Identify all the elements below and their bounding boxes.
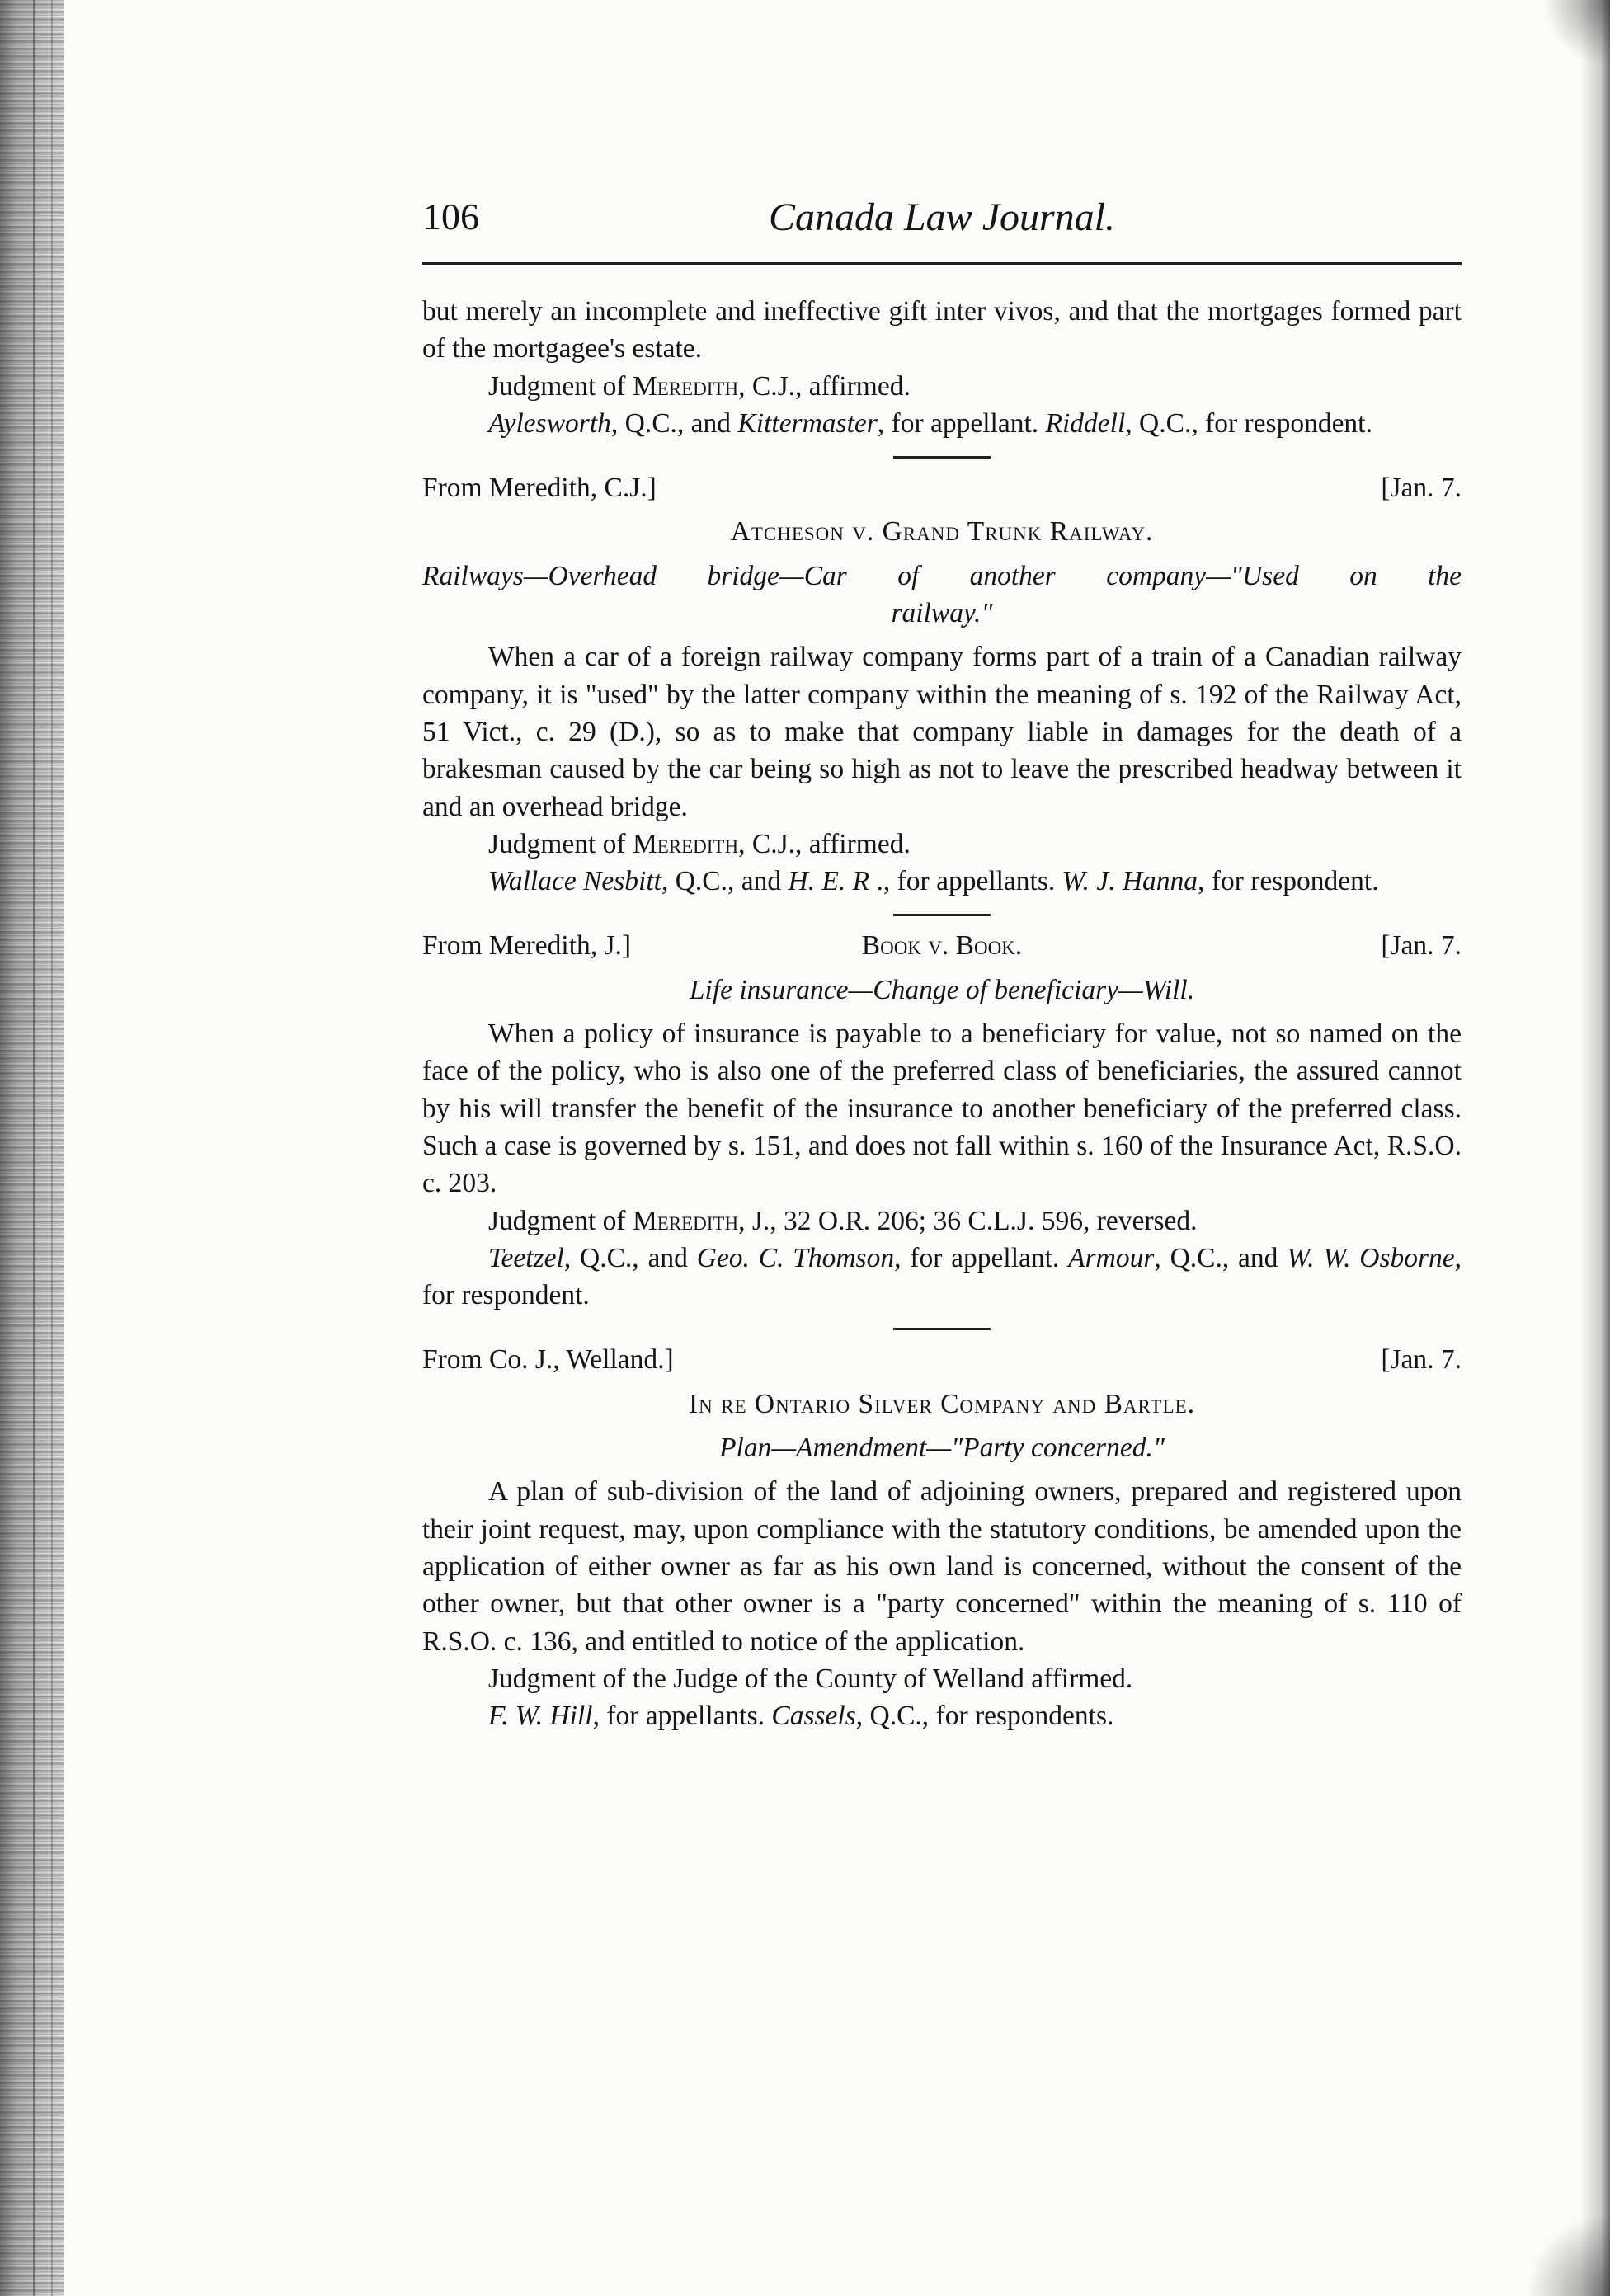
case-separator (893, 456, 991, 459)
binding-line (51, 0, 53, 2296)
counsel-name: Cassels (771, 1701, 856, 1732)
counsel-name: Armour (1068, 1242, 1155, 1273)
paragraph: A plan of sub-division of the land of adjoining owners, prepared and registered upon their joint request, may, upon compliance with the statutory conditions, be amended upon the application of either owner as far as his own land is concerned, without the consent of the other owner, but that other owner is a "party concerned" within the meaning of s. 110 of R.S.O. c. 136, and entitled to notice of the application. (422, 1476, 1462, 1657)
counsel-name: H. E. R (788, 866, 870, 897)
binding-line (33, 0, 35, 2296)
case-header-row (422, 927, 1462, 964)
judgment-line: Judgment of Meredith, C.J., affirmed. (488, 370, 911, 402)
page-body (422, 293, 1462, 1734)
header-rule (422, 262, 1462, 265)
counsel-name: Teetzel (488, 1242, 564, 1273)
judgment-line: Judgment of the Judge of the County of Welland affirmed. (488, 1663, 1133, 1694)
case-title: In re Ontario Silver Company and Bartle. (688, 1388, 1196, 1419)
court-from: From Meredith, J.] (422, 930, 632, 962)
counsel-name: W. W. Osborne (1287, 1242, 1455, 1273)
counsel-name: Aylesworth (488, 407, 611, 439)
case-date: [Jan. 7. (1381, 1344, 1462, 1376)
scan-corner-shadow (1519, 2205, 1610, 2296)
counsel-line: Aylesworth, Q.C., and Kittermaster, for appellant. Riddell, Q.C., for respondent. (488, 407, 1372, 439)
case-topic: railway." (891, 598, 993, 629)
case-topic: Life insurance—Change of beneficiary—Will. (689, 974, 1195, 1005)
paragraph: but merely an incomplete and ineffective gift inter vivos, and that the mortgages formed part of the mortgagee's estate. (422, 296, 1462, 365)
paragraph: When a car of a foreign railway company forms part of a train of a Canadian railway company, it is "used" by the latter company within the meaning of s. 192 of the Railway Act, 51 Vict., c. 29 (D.), so as to make that company liable in damages for the death of a brakesman caused by the car being so high as not to leave the prescribed headway between it and an overhead bridge. (422, 642, 1462, 822)
case-topic: Plan—Amendment—"Party concerned." (719, 1433, 1165, 1464)
counsel-line: Teetzel, Q.C., and Geo. C. Thomson, for appellant. Armour, Q.C., and W. W. Osborne, for respondent. (422, 1242, 1462, 1311)
judgment-line: Judgment of Meredith, J., 32 O.R. 206; 36 C.L.J. 596, reversed. (488, 1205, 1198, 1236)
counsel-name: F. W. Hill (488, 1701, 593, 1732)
case-continuation (422, 293, 1462, 442)
judgment-line: Judgment of Meredith, C.J., affirmed. (488, 828, 911, 859)
case-separator (893, 1328, 991, 1330)
paragraph: When a policy of insurance is payable to a beneficiary for value, not so named on the face of the policy, who is also one of the preferred class of beneficiaries, the assured cannot by his will transfer the benefit of the insurance to another beneficiary of the preferred class. Such a case is governed by s. 151, and does not fall within s. 160 of the Insurance Act, R.S.O. c. 203. (422, 1019, 1462, 1199)
case-separator (893, 914, 991, 916)
case-date: [Jan. 7. (1381, 930, 1462, 962)
case-title: Book v. Book. (861, 930, 1023, 962)
counsel-line: F. W. Hill, for appellants. Cassels, Q.C., for respondents. (488, 1701, 1114, 1732)
counsel-name: Riddell (1045, 407, 1126, 439)
judge-name: Meredith (632, 370, 739, 402)
counsel-line: Wallace Nesbitt, Q.C., and H. E. R ., for appellants. W. J. Hanna, for respondent. (488, 866, 1379, 897)
judge-name: Meredith (632, 828, 739, 859)
case-header-row (422, 469, 1462, 506)
judge-name: Meredith (632, 1205, 739, 1236)
court-from: From Meredith, C.J.] (422, 473, 657, 504)
case-header-row (422, 1341, 1462, 1378)
case-topic: Railways—Overhead bridge—Car of another company—"Used on the (422, 560, 1462, 591)
court-from: From Co. J., Welland.] (422, 1344, 674, 1376)
counsel-name: Geo. C. Thomson (696, 1242, 895, 1273)
scan-corner-shadow (1536, 0, 1610, 74)
counsel-name: Wallace Nesbitt (488, 866, 661, 897)
scan-right-edge (1580, 0, 1610, 2296)
case-book (422, 927, 1462, 1314)
counsel-name: Kittermaster (737, 407, 878, 439)
counsel-name: W. J. Hanna (1062, 866, 1198, 897)
case-title: Atcheson v. Grand Trunk Railway. (730, 516, 1154, 548)
case-date: [Jan. 7. (1381, 473, 1462, 504)
page-number: 106 (422, 195, 479, 238)
running-head (422, 191, 1462, 249)
scan-binding-edge (0, 0, 64, 2296)
case-atcheson (422, 469, 1462, 900)
journal-title: Canada Law Journal. (768, 195, 1116, 239)
case-ontario-silver (422, 1341, 1462, 1734)
